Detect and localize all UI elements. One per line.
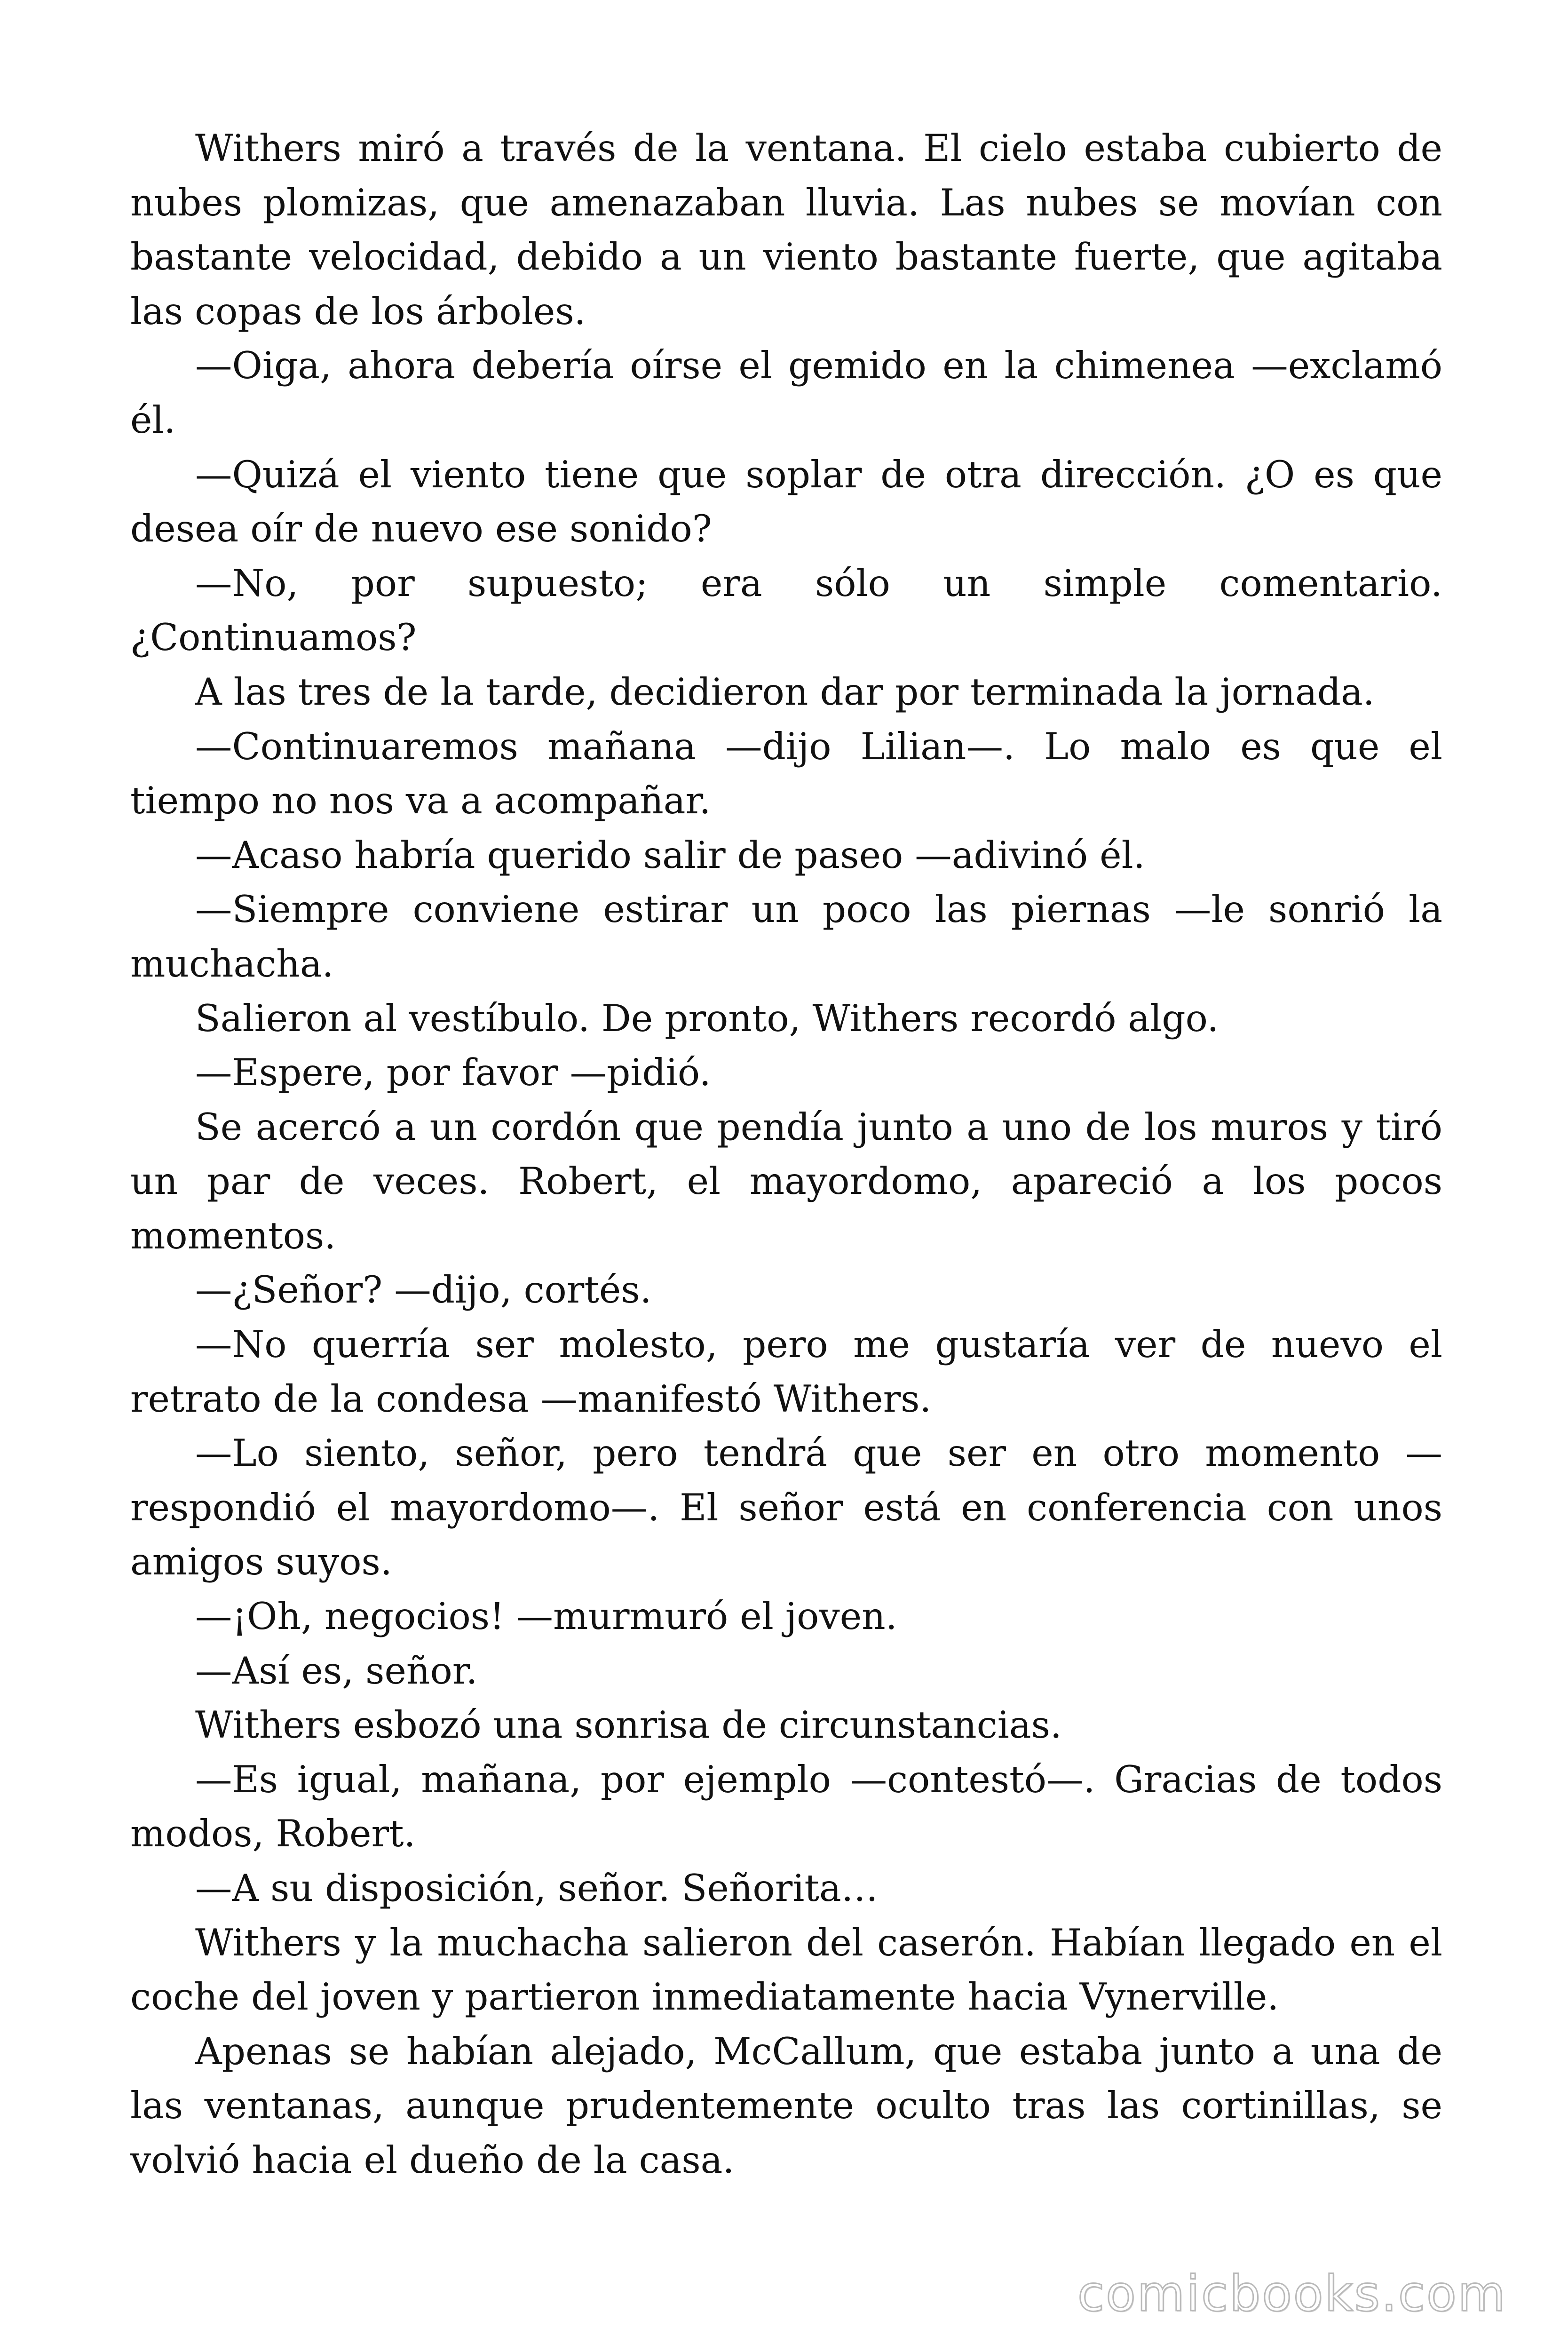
- paragraph: —¡Oh, negocios! —murmuró el joven.: [195, 1595, 897, 1638]
- paragraph: —¿Señor? —dijo, cortés.: [195, 1268, 652, 1312]
- paragraph: —Así es, señor.: [195, 1649, 478, 1692]
- paragraph: A las tres de la tarde, decidieron dar por terminada la jornada.: [195, 670, 1375, 714]
- paragraph: —Espere, por favor —pidió.: [195, 1051, 711, 1095]
- paragraph: —Quizá el viento tiene que soplar de otra dirección. ¿O es que desea oír de nuevo ese sonido?: [130, 453, 1442, 551]
- paragraph: —Acaso habría querido salir de paseo —adivinó él.: [195, 833, 1145, 877]
- paragraph: Apenas se habían alejado, McCallum, que estaba junto a una de las ventanas, aunque prudentemente oculto tras las cortinillas, se volvió hacia el dueño de la casa.: [130, 2029, 1442, 2182]
- paragraph: —Oiga, ahora debería oírse el gemido en la chimenea —exclamó él.: [130, 344, 1442, 442]
- paragraph: Se acercó a un cordón que pendía junto a uno de los muros y tiró un par de veces. Robert, el mayordomo, apareció a los pocos momentos.: [130, 1105, 1442, 1257]
- page-body-text: [130, 121, 1442, 2188]
- paragraph: —No querría ser molesto, pero me gustaría ver de nuevo el retrato de la condesa —manifestó Withers.: [130, 1323, 1442, 1421]
- paragraph: Withers y la muchacha salieron del caserón. Habían llegado en el coche del joven y partieron inmediatamente hacia Vynerville.: [130, 1921, 1442, 2019]
- paragraph: Withers esbozó una sonrisa de circunstancias.: [195, 1703, 1062, 1747]
- paragraph: —Es igual, mañana, por ejemplo —contestó—. Gracias de todos modos, Robert.: [130, 1757, 1442, 1856]
- paragraph: Salieron al vestíbulo. De pronto, Withers recordó algo.: [195, 996, 1219, 1040]
- paragraph: —Continuaremos mañana —dijo Lilian—. Lo malo es que el tiempo no nos va a acompañar.: [130, 724, 1442, 823]
- paragraph: —No, por supuesto; era sólo un simple comentario. ¿Continuamos?: [130, 561, 1442, 660]
- site-watermark: comicbooks.com: [1077, 2265, 1507, 2322]
- paragraph: —Lo siento, señor, pero tendrá que ser en otro momento — respondió el mayordomo—. El señor está en conferencia con unos amigos suyos.: [130, 1431, 1442, 1584]
- paragraph: —Siempre conviene estirar un poco las piernas —le sonrió la muchacha.: [130, 888, 1442, 985]
- paragraph: —A su disposición, señor. Señorita…: [195, 1867, 879, 1910]
- paragraph: Withers miró a través de la ventana. El cielo estaba cubierto de nubes plomizas, que amenazaban lluvia. Las nubes se movían con bastante velocidad, debido a un viento bastante fuerte, que agitaba las copas de los árboles.: [130, 127, 1442, 333]
